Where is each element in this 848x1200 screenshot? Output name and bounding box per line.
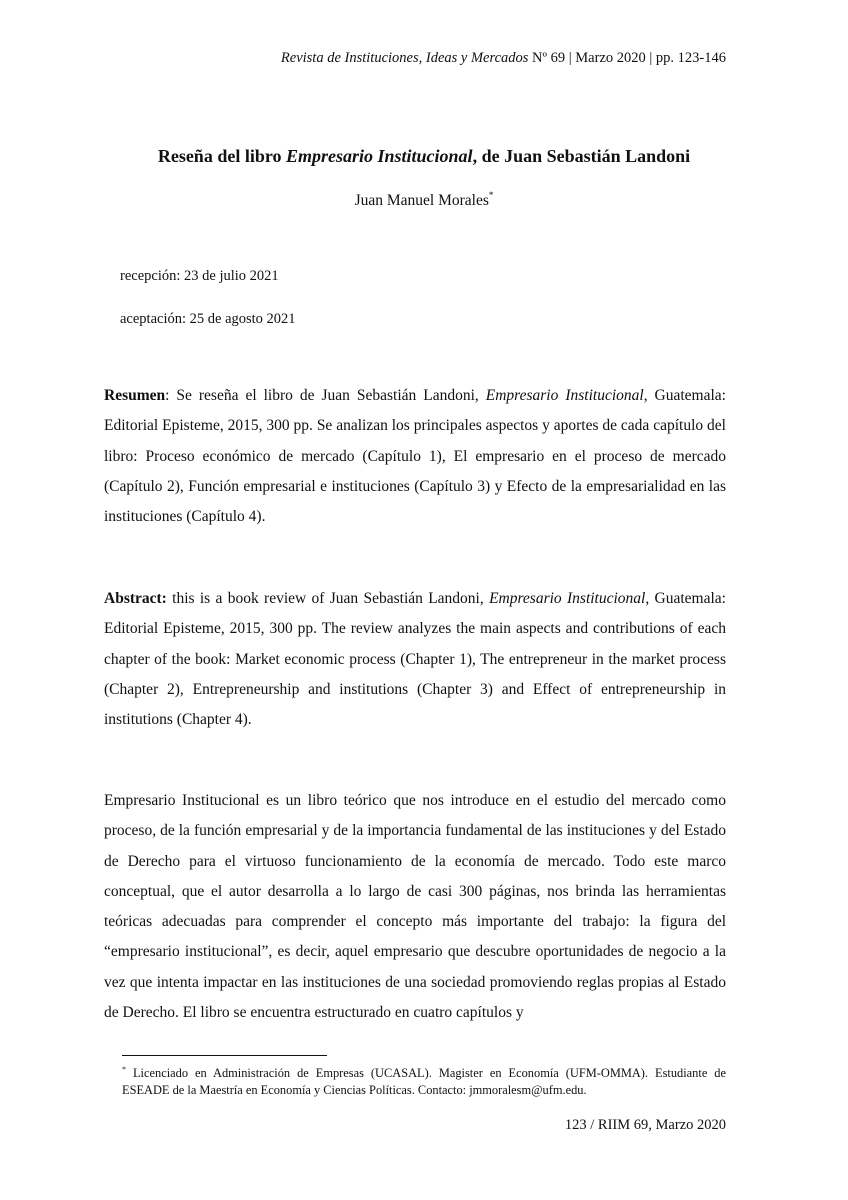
body-paragraph: Empresario Institucional es un libro teórico que nos introduce en el estudio del mercado como proceso, de la función empresarial y de la importancia fundamental de las instituciones y del Estado de Derecho para el virtuoso funcionamiento de la economía de mercado. Todo este marco conceptual, que el autor desarrolla a lo largo de casi 300 páginas, nos brinda las herramientas teóricas adecuadas para comprender el concepto más importante del trabajo: la figura del “empresario institucional”, es decir, aquel empresario que descubre oportunidades de negocio a la vez que intenta impactar en las instituciones de una sociedad promoviendo reglas propias al Estado de Derecho. El libro se encuentra estructurado en cuatro capítulos y: [104, 792, 726, 1022]
running-header: [281, 50, 726, 67]
article-title: [0, 146, 848, 167]
resumen-text-2: , Guatemala: Editorial Episteme, 2015, 300 pp. Se analizan los principales aspectos y aportes de cada capítulo del libro: Proceso económico de mercado (Capítulo 1), El empresario en el proceso de mercado (Capítulo 2), Función empresarial e instituciones (Capítulo 3) y Efecto de la empresarialidad en las instituciones (Capítulo 4).: [104, 387, 726, 526]
title-book: Empresario Institucional: [286, 146, 473, 166]
abstract-paragraph: [104, 584, 726, 735]
resumen-book: Empresario Institucional: [485, 387, 644, 404]
title-suffix: , de Juan Sebastián Landoni: [472, 146, 691, 166]
title-prefix: Reseña del libro: [157, 146, 286, 166]
abstract-text-2: , Guatemala: Editorial Episteme, 2015, 300 pp. The review analyzes the main aspects and contributions of each chapter of the book: Market economic process (Chapter 1), The entrepreneur in the market process (Chapter 2), Entrepreneurship and institutions (Chapter 3) and Effect of entrepreneurship in institutions (Chapter 4).: [104, 590, 726, 729]
received-date: recepción: 23 de julio 2021: [120, 268, 279, 284]
abstract-label: Abstract:: [104, 590, 167, 607]
author-line: [0, 190, 848, 210]
author-name: Juan Manuel Morales: [354, 192, 489, 209]
resumen-label: Resumen: [104, 387, 166, 404]
journal-name: Revista de Instituciones, Ideas y Mercados: [280, 50, 529, 66]
issue-info: Nº 69 | Marzo 2020 | pp. 123-146: [528, 50, 726, 66]
footnote-text: Licenciado en Administración de Empresas (UCASAL). Magister en Economía (UFM-OMMA). Estudiante de ESEADE de la Maestría en Economía y Ciencias Políticas. Contacto: jmmoralesm@ufm.edu.: [122, 1066, 726, 1097]
resumen-text-1: : Se reseña el libro de Juan Sebastián Landoni,: [165, 387, 486, 404]
footnote-divider: [122, 1055, 327, 1056]
author-footnote-mark: *: [488, 190, 494, 200]
page-number: 123 / RIIM 69, Marzo 2020: [564, 1117, 726, 1133]
accepted-date: aceptación: 25 de agosto 2021: [120, 311, 296, 327]
footnote-mark: *: [122, 1065, 126, 1074]
abstract-book: Empresario Institucional: [489, 590, 646, 607]
resumen-paragraph: [104, 381, 726, 532]
abstract-text-1: this is a book review of Juan Sebastián Landoni,: [166, 590, 490, 607]
footnote: [122, 1061, 726, 1099]
